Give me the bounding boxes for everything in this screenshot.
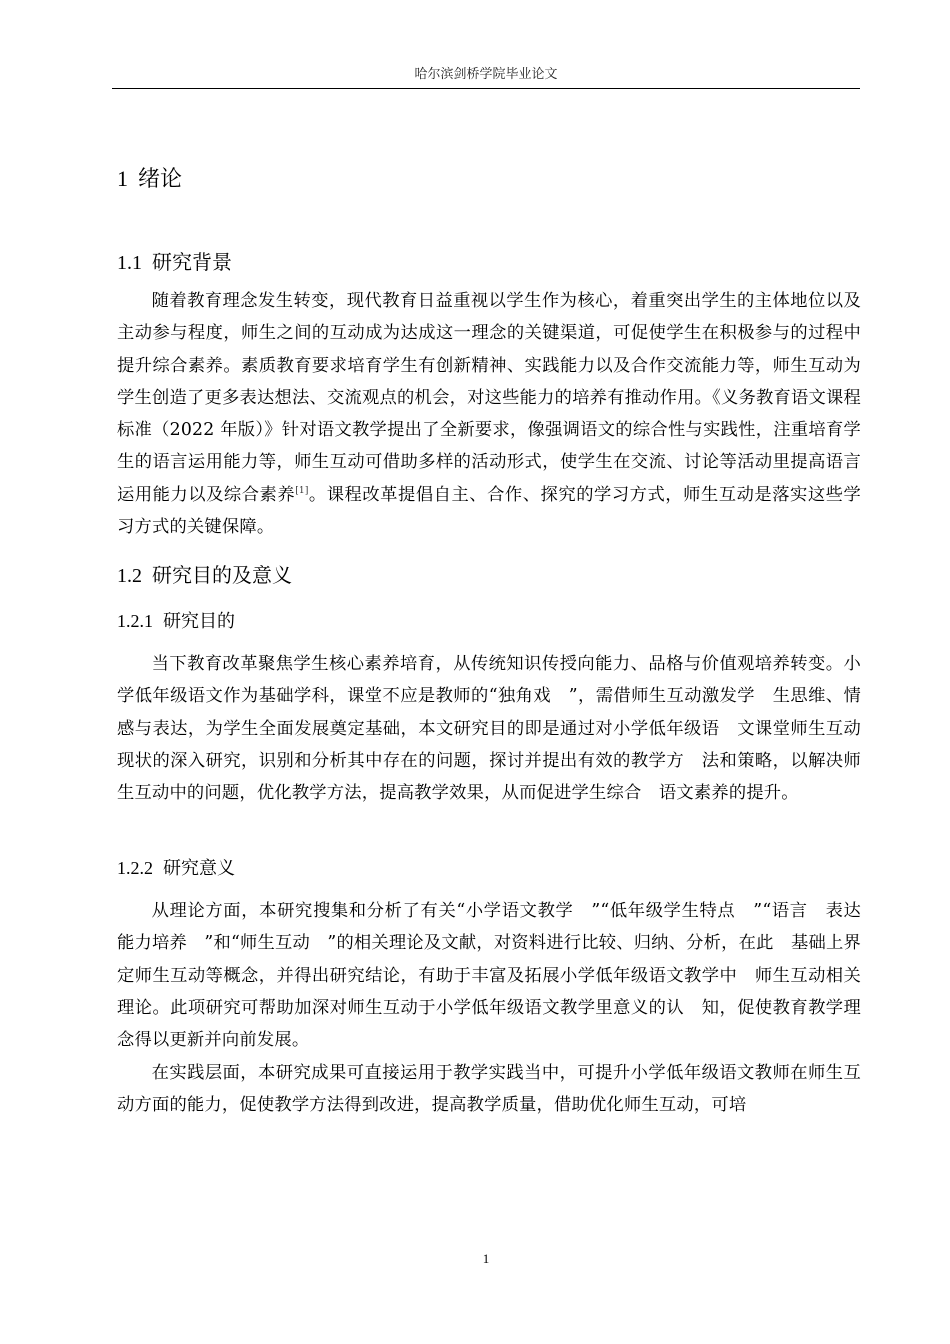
subsection-heading-purpose: [117, 607, 235, 636]
paragraph-text: 随着教育理念发生转变，现代教育日益重视以学生作为核心，着重突出学生的主体地位以及主动参与程度，师生之间的互动成为达成这一理念的关键渠道，可促使学生在积极参与的过程中提升综合素养。素质教育要求培育学生有创新精神、实践能力以及合作交流能力等，师生互动为学生创造了更多表达想法、交流观点的机会，对这些能力的培养有推动作用。《义务教育语文课程标准（2022 年版）》针对语文教学提出了全新要求，像强调语文的综合性与实践性，注重培育学生的语言运用能力等，师生互动可借助多样的活动形式，使学生在交流、讨论等活动里提高语言运用能力以及综合素养: [117, 291, 861, 505]
subsection-title: 研究意义: [163, 858, 235, 879]
body-paragraph-purpose: 当下教育改革聚焦学生核心素养培育，从传统知识传授向能力、品格与价值观培养转变。小学低年级语文作为基础学科，课堂不应是教师的“独角戏 ”，需借师生互动激发学 生思维、情感与表达，为学生全面发展奠定基础，本文研究目的即是通过对小学低年级语 文课堂师生互动现状的深入研究，识别和分析其中存在的问题，探讨并提出有效的教学方 法和策略，以解决师生互动中的问题，优化教学方法，提高教学效果，从而促进学生综合 语文素养的提升。: [117, 654, 861, 804]
chapter-title: 绪论: [138, 167, 183, 192]
section-heading-background: [117, 247, 232, 278]
subsection-number: 1.2.2: [117, 858, 153, 878]
subsection-heading-significance: [117, 854, 235, 883]
page-number: 1: [482, 1251, 490, 1266]
paragraph-text-continued: 。课程改革提倡自主、合作、探究的学习方式，师生互动是落实这些学习方式的关键保障。: [117, 484, 861, 538]
section-number: 1.2: [117, 565, 142, 587]
body-paragraph-background: [117, 285, 861, 543]
chapter-heading: [117, 163, 182, 196]
citation-marker: [1]: [295, 485, 309, 496]
section-title: 研究背景: [152, 250, 232, 274]
section-title: 研究目的及意义: [152, 563, 292, 587]
section-heading-purpose-significance: [117, 560, 292, 591]
chapter-number: 1: [117, 166, 128, 191]
subsection-title: 研究目的: [163, 611, 235, 632]
body-paragraph-practice: 在实践层面，本研究成果可直接运用于教学实践当中，可提升小学低年级语文教师在师生互动方面的能力，促使教学方法得到改进，提高教学质量，借助优化师生互动，可培: [117, 1063, 861, 1116]
header-rule: [112, 88, 860, 89]
section-number: 1.1: [117, 252, 142, 274]
body-paragraph-theory: 从理论方面，本研究搜集和分析了有关“小学语文教学 ”“低年级学生特点 ”“语言 表达能力培养 ”和“师生互动 ”的相关理论及文献，对资料进行比较、归纳、分析，在此 基础上界定师生互动等概念，并得出研究结论，有助于丰富及拓展小学低年级语文教学中 师生互动相关理论。此项研究可帮助加深对师生互动于小学低年级语文教学里意义的认 知，促使教育教学理念得以更新并向前发展。: [117, 901, 861, 1051]
subsection-number: 1.2.1: [117, 611, 153, 631]
page-header: 哈尔滨剑桥学院毕业论文: [414, 67, 558, 82]
